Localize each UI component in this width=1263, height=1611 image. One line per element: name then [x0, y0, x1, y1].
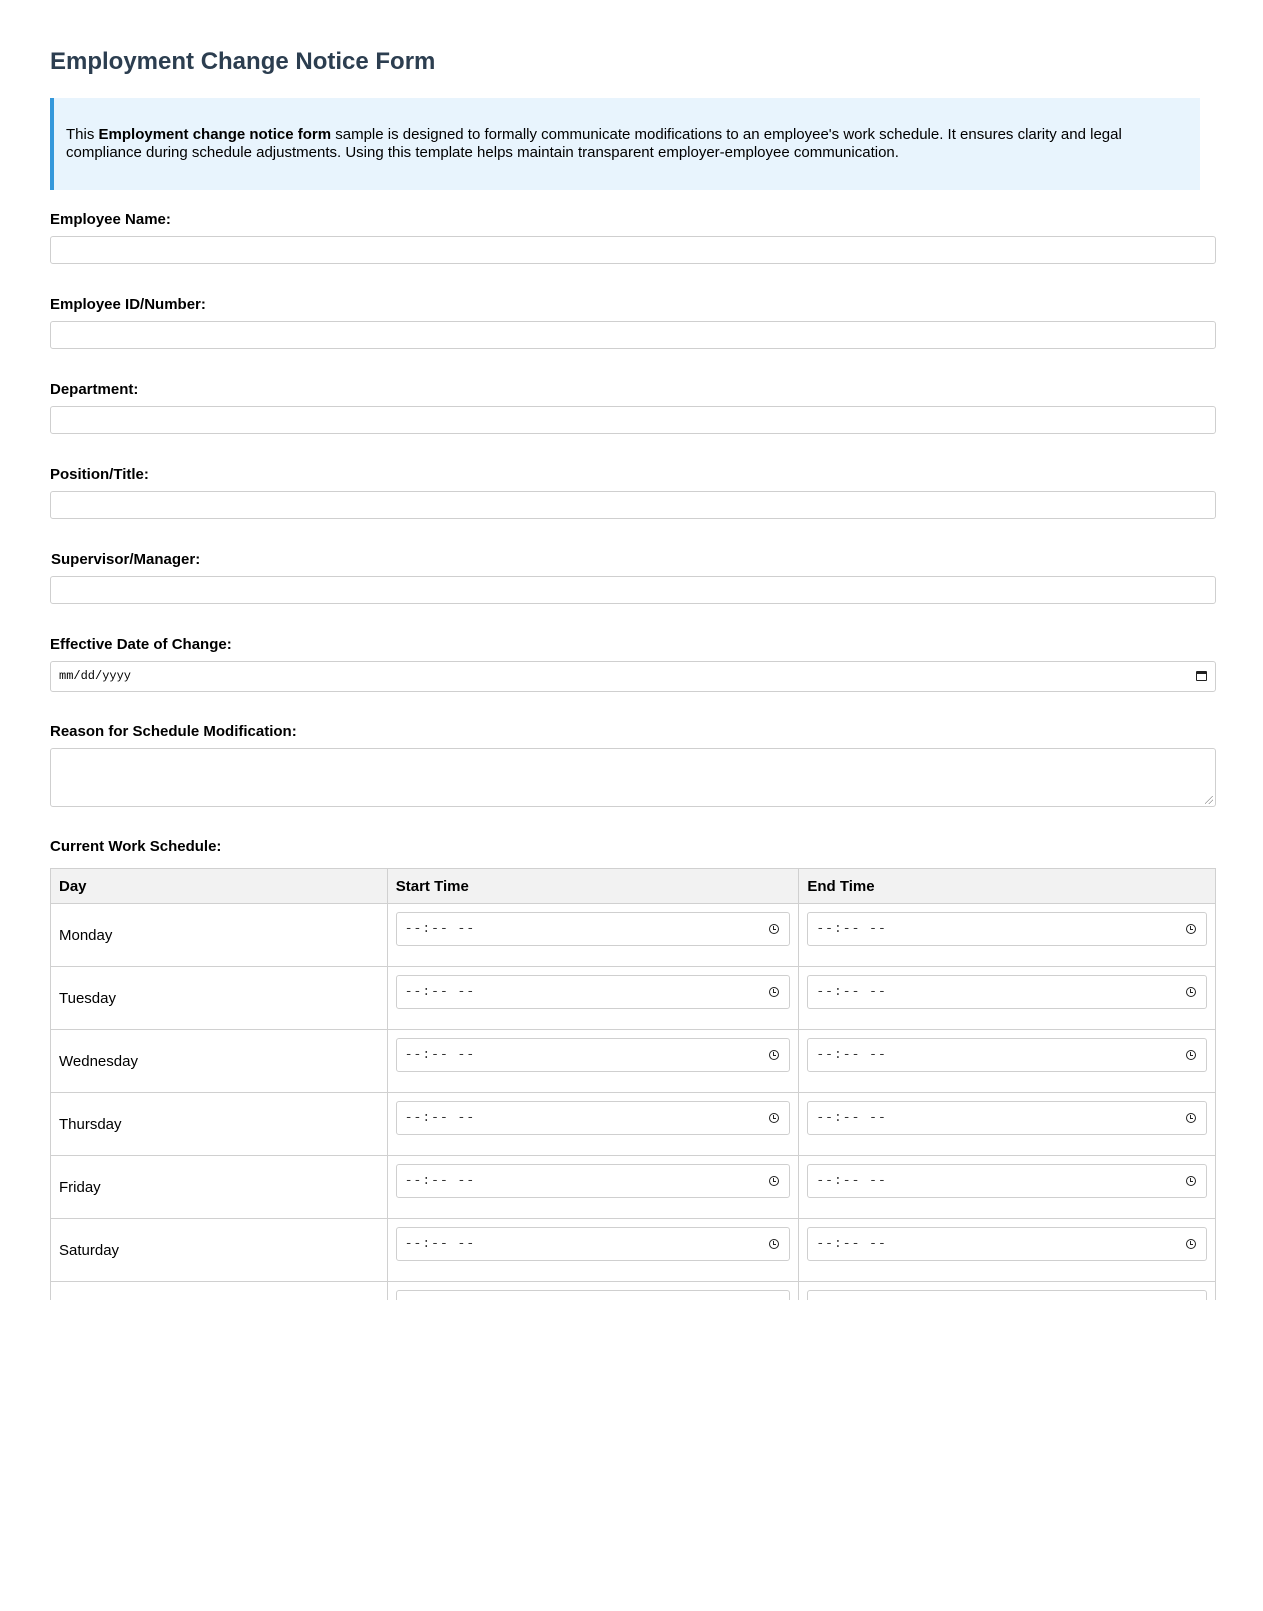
table-row: [51, 967, 1216, 1030]
start-time-input[interactable]: [396, 1101, 791, 1135]
clock-icon[interactable]: [769, 924, 779, 934]
employee-id-label: Employee ID/Number:: [50, 296, 206, 313]
start-time-cell: [387, 904, 799, 967]
table-row: [51, 1219, 1216, 1282]
supervisor-field: [50, 550, 1216, 604]
start-time-cell: [387, 967, 799, 1030]
department-field: [50, 380, 1216, 434]
end-time-cell: [799, 904, 1216, 967]
time-placeholder: --:-- --: [404, 1173, 476, 1188]
clock-icon[interactable]: [1186, 1239, 1196, 1249]
end-time-cell: [799, 1282, 1216, 1301]
start-time-input[interactable]: [396, 1038, 791, 1072]
department-input[interactable]: [50, 406, 1216, 434]
day-cell: [51, 1282, 388, 1301]
start-time-input[interactable]: [396, 1164, 791, 1198]
intro-suffix: sample is designed to formally communicate modifications to an employee's work schedule. It ensures clarity and legal compliance during schedule adjustments. Using this template helps maintain transparent employer-employee communication.: [66, 126, 1122, 161]
clock-icon[interactable]: [769, 1239, 779, 1249]
supervisor-input[interactable]: [50, 576, 1216, 604]
end-time-input[interactable]: [807, 1290, 1207, 1300]
start-time-cell: [387, 1030, 799, 1093]
position-input[interactable]: [50, 491, 1216, 519]
clock-icon[interactable]: [769, 1176, 779, 1186]
effective-date-input[interactable]: [50, 661, 1216, 692]
date-placeholder: mm/dd/yyyy: [59, 669, 132, 683]
supervisor-label: Supervisor/Manager:: [51, 551, 201, 568]
table-row: [51, 1156, 1216, 1219]
day-cell: Saturday: [51, 1219, 388, 1282]
reason-field: [50, 722, 1216, 807]
effective-date-label: Effective Date of Change:: [50, 636, 232, 653]
end-time-input[interactable]: [807, 1038, 1207, 1072]
clock-icon[interactable]: [1186, 1050, 1196, 1060]
time-placeholder: --:-- --: [816, 1236, 887, 1251]
employee-id-input[interactable]: [50, 321, 1216, 349]
time-placeholder: --:-- --: [404, 984, 476, 999]
header-start-time: Start Time: [387, 869, 799, 904]
clock-icon[interactable]: [1186, 1176, 1196, 1186]
employee-id-field: [50, 295, 1216, 349]
table-row: [51, 1282, 1216, 1301]
time-placeholder: --:-- --: [816, 1047, 887, 1062]
clock-icon[interactable]: [769, 1113, 779, 1123]
table-row: [51, 904, 1216, 967]
day-cell: Wednesday: [51, 1030, 388, 1093]
end-time-cell: [799, 1030, 1216, 1093]
day-cell: Monday: [51, 904, 388, 967]
start-time-cell: [387, 1093, 799, 1156]
effective-date-field: [50, 635, 1216, 692]
schedule-section: [50, 837, 1216, 857]
intro-prefix: This: [66, 126, 99, 143]
clock-icon[interactable]: [1186, 924, 1196, 934]
reason-textarea[interactable]: [50, 748, 1216, 807]
start-time-cell: [387, 1156, 799, 1219]
time-placeholder: --:-- --: [816, 984, 887, 999]
time-placeholder: --:-- --: [816, 921, 887, 936]
end-time-cell: [799, 1156, 1216, 1219]
start-time-input[interactable]: [396, 975, 791, 1009]
page-title: Employment Change Notice Form: [50, 48, 436, 75]
intro-bold: Employment change notice form: [98, 126, 332, 143]
start-time-input[interactable]: [396, 1227, 791, 1261]
employee-name-field: [50, 210, 1216, 264]
start-time-cell: [387, 1282, 799, 1301]
start-time-input[interactable]: [396, 912, 791, 946]
time-placeholder: --:-- --: [404, 921, 476, 936]
time-placeholder: --:-- --: [404, 1236, 476, 1251]
header-day: Day: [51, 869, 388, 904]
table-header-row: [51, 869, 1216, 904]
schedule-table: [50, 868, 1216, 1300]
employee-name-input[interactable]: [50, 236, 1216, 264]
time-placeholder: --:-- --: [404, 1047, 476, 1062]
time-placeholder: --:-- --: [404, 1110, 476, 1125]
end-time-cell: [799, 1219, 1216, 1282]
end-time-input[interactable]: [807, 912, 1207, 946]
start-time-cell: [387, 1219, 799, 1282]
clock-icon[interactable]: [1186, 987, 1196, 997]
end-time-cell: [799, 1093, 1216, 1156]
end-time-cell: [799, 967, 1216, 1030]
time-placeholder: --:-- --: [816, 1173, 887, 1188]
reason-label: Reason for Schedule Modification:: [50, 723, 297, 740]
end-time-input[interactable]: [807, 1227, 1207, 1261]
calendar-icon[interactable]: [1196, 671, 1207, 681]
start-time-input[interactable]: [396, 1290, 791, 1300]
intro-box: [50, 98, 1200, 190]
end-time-input[interactable]: [807, 1101, 1207, 1135]
day-cell: Friday: [51, 1156, 388, 1219]
end-time-input[interactable]: [807, 975, 1207, 1009]
resize-handle-icon[interactable]: [1205, 796, 1213, 804]
table-row: [51, 1030, 1216, 1093]
department-label: Department:: [50, 381, 139, 398]
clock-icon[interactable]: [769, 1050, 779, 1060]
end-time-input[interactable]: [807, 1164, 1207, 1198]
employee-name-label: Employee Name:: [50, 211, 171, 228]
day-cell: Thursday: [51, 1093, 388, 1156]
position-label: Position/Title:: [50, 466, 149, 483]
clock-icon[interactable]: [769, 987, 779, 997]
table-row: [51, 1093, 1216, 1156]
day-cell: Tuesday: [51, 967, 388, 1030]
position-field: [50, 465, 1216, 519]
header-end-time: End Time: [799, 869, 1216, 904]
clock-icon[interactable]: [1186, 1113, 1196, 1123]
schedule-label: Current Work Schedule:: [50, 838, 222, 855]
time-placeholder: --:-- --: [816, 1110, 887, 1125]
